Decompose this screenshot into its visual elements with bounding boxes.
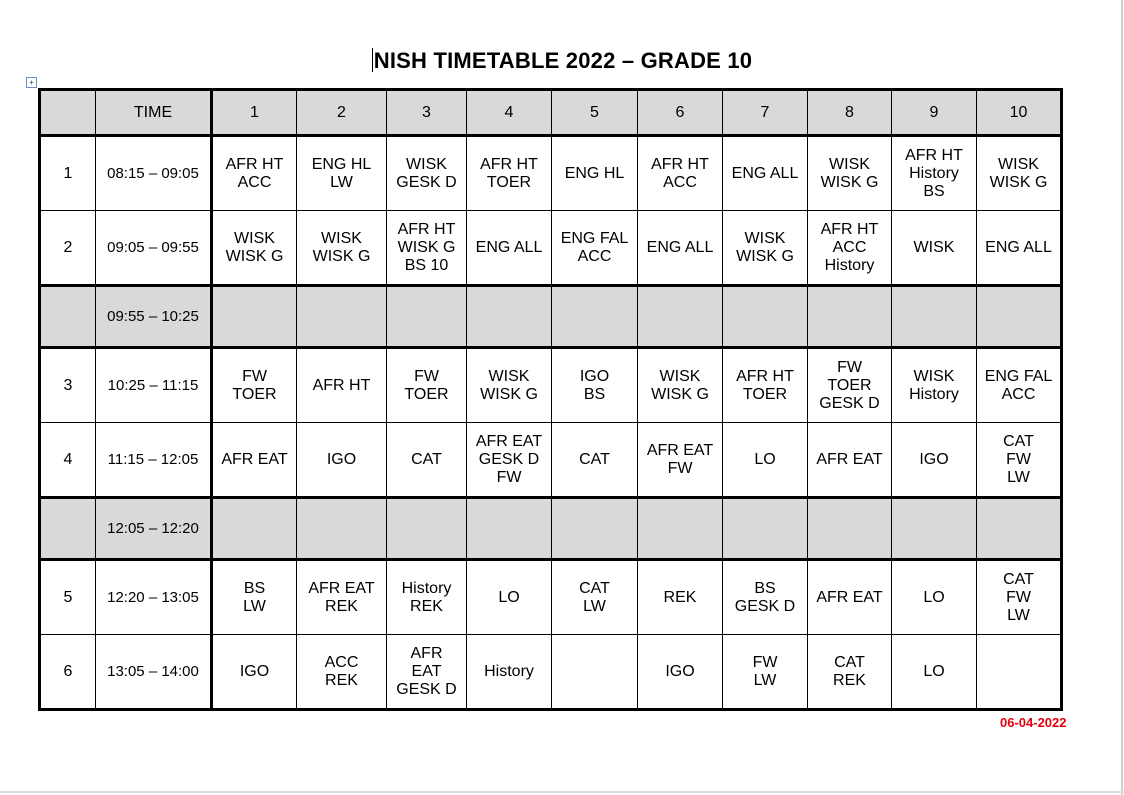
period-time: 12:20 – 13:05 [96, 560, 212, 635]
lesson-cell [212, 635, 297, 710]
header-day-3: 3 [387, 90, 467, 136]
subject-label: BS [754, 579, 776, 597]
break-cell [723, 286, 808, 348]
subject-label: WISK [321, 229, 362, 247]
lesson-cell [387, 560, 467, 635]
subject-label: AFR EAT [308, 579, 375, 597]
subject-label: BS 10 [404, 256, 449, 274]
period-row [40, 560, 1062, 635]
subject-label: History [484, 662, 534, 680]
subject-label: FW [1006, 588, 1031, 606]
document-date: 06-04-2022 [1000, 715, 1067, 730]
subject-label: LO [754, 450, 776, 468]
subject-label: WISK G [225, 247, 284, 265]
period-row [40, 136, 1062, 211]
subject-label: WISK [406, 155, 447, 173]
break-cell [977, 286, 1062, 348]
subject-label: LW [1007, 606, 1030, 624]
lesson-cell [467, 348, 552, 423]
subject-label: ACC [324, 653, 359, 671]
subject-label: GESK D [396, 680, 457, 698]
timetable [38, 88, 1063, 711]
lesson-cell [892, 560, 977, 635]
subject-label: WISK G [312, 247, 371, 265]
subject-label: TOER [742, 385, 788, 403]
page-right-edge [1121, 0, 1123, 795]
subject-label: AFR EAT [816, 588, 883, 606]
subject-label: WISK G [820, 173, 879, 191]
subject-label: IGO [239, 662, 270, 680]
lesson-cell [297, 348, 387, 423]
lesson-cell [552, 635, 638, 710]
subject-label: TOER [404, 385, 449, 403]
subject-label: REK [325, 671, 358, 689]
lesson-cell [892, 635, 977, 710]
period-number [40, 286, 96, 348]
subject-label: AFR HT [905, 146, 963, 164]
subject-label: WISK [234, 229, 275, 247]
subject-label: ACC [1001, 385, 1036, 403]
lesson-cell [723, 211, 808, 286]
subject-label: CAT [1003, 432, 1034, 450]
subject-label: WISK G [397, 238, 456, 256]
subject-label: IGO [326, 450, 357, 468]
subject-label: AFR EAT [475, 432, 543, 450]
period-time: 13:05 – 14:00 [96, 635, 212, 710]
period-number: 4 [40, 423, 96, 498]
period-row [40, 635, 1062, 710]
lesson-cell [297, 560, 387, 635]
subject-label: ACC [237, 173, 272, 191]
header-row [40, 90, 1062, 136]
header-day-4: 4 [467, 90, 552, 136]
subject-label: LO [923, 588, 945, 606]
subject-label: EAT [411, 662, 442, 680]
subject-label: CAT [579, 579, 610, 597]
subject-label: AFR EAT [816, 450, 883, 468]
subject-label: IGO [919, 450, 949, 468]
header-day-7: 7 [723, 90, 808, 136]
subject-label: LW [753, 671, 777, 689]
break-cell [467, 498, 552, 560]
subject-label: WISK [488, 367, 530, 385]
header-period-cell [40, 90, 96, 136]
subject-label: LW [1007, 468, 1030, 486]
period-row [40, 348, 1062, 423]
lesson-cell [212, 560, 297, 635]
page-bottom-edge [0, 791, 1124, 793]
break-cell [467, 286, 552, 348]
period-row [40, 423, 1062, 498]
subject-label: LW [583, 597, 606, 615]
break-cell [297, 498, 387, 560]
header-time: TIME [96, 90, 212, 136]
lesson-cell [212, 136, 297, 211]
period-number [40, 498, 96, 560]
lesson-cell [892, 211, 977, 286]
subject-label: FW [667, 459, 693, 477]
lesson-cell [977, 348, 1062, 423]
period-number: 5 [40, 560, 96, 635]
period-number: 3 [40, 348, 96, 423]
lesson-cell [977, 136, 1062, 211]
break-cell [808, 498, 892, 560]
header-day-8: 8 [808, 90, 892, 136]
header-day-9: 9 [892, 90, 977, 136]
period-time: 10:25 – 11:15 [96, 348, 212, 423]
break-cell [977, 498, 1062, 560]
subject-label: LO [923, 662, 945, 680]
subject-label: BS [243, 579, 266, 597]
subject-label: History [909, 385, 959, 403]
period-time: 09:55 – 10:25 [96, 286, 212, 348]
subject-label: WISK [998, 155, 1039, 173]
lesson-cell [387, 211, 467, 286]
lesson-cell [467, 560, 552, 635]
lesson-cell [977, 560, 1062, 635]
lesson-cell [723, 136, 808, 211]
subject-label: ACC [577, 247, 612, 265]
break-cell [892, 286, 977, 348]
subject-label: LW [330, 173, 353, 191]
subject-label: AFR HT [736, 367, 794, 385]
subject-label: AFR HT [480, 155, 538, 173]
subject-label: History [824, 256, 875, 274]
subject-label: REK [325, 597, 358, 615]
subject-label: TOER [232, 385, 277, 403]
lesson-cell [723, 560, 808, 635]
subject-label: FW [414, 367, 439, 385]
subject-label: AFR HT [225, 155, 284, 173]
lesson-cell [723, 635, 808, 710]
lesson-cell [808, 560, 892, 635]
lesson-cell [212, 211, 297, 286]
subject-label: ENG ALL [731, 164, 799, 182]
subject-label: BS [583, 385, 606, 403]
lesson-cell [552, 423, 638, 498]
break-cell [552, 498, 638, 560]
subject-label: FW [752, 653, 778, 671]
subject-label: AFR HT [312, 376, 371, 394]
lesson-cell [552, 211, 638, 286]
lesson-cell [552, 136, 638, 211]
subject-label: ENG ALL [475, 238, 543, 256]
header-day-5: 5 [552, 90, 638, 136]
lesson-cell [977, 211, 1062, 286]
subject-label: GESK D [734, 597, 796, 615]
subject-label: WISK [913, 238, 955, 256]
subject-label: GESK D [478, 450, 540, 468]
subject-label: LO [498, 588, 520, 606]
subject-label: ENG FAL [560, 229, 629, 247]
lesson-cell [467, 635, 552, 710]
break-cell [212, 286, 297, 348]
subject-label: ACC [832, 238, 867, 256]
lesson-cell [808, 635, 892, 710]
lesson-cell [387, 136, 467, 211]
subject-label: WISK G [480, 385, 538, 403]
period-time: 12:05 – 12:20 [96, 498, 212, 560]
lesson-cell [387, 423, 467, 498]
subject-label: History [909, 164, 959, 182]
subject-label: AFR HT [820, 220, 879, 238]
subject-label: AFR EAT [221, 450, 288, 468]
lesson-cell [297, 635, 387, 710]
subject-label: REK [410, 597, 443, 615]
break-row [40, 498, 1062, 560]
subject-label: CAT [579, 450, 610, 468]
lesson-cell [638, 211, 723, 286]
subject-label: ENG FAL [984, 367, 1053, 385]
lesson-cell [638, 136, 723, 211]
subject-label: CAT [1003, 570, 1034, 588]
break-row [40, 286, 1062, 348]
subject-label: GESK D [396, 173, 457, 191]
lesson-cell [297, 211, 387, 286]
lesson-cell [297, 136, 387, 211]
subject-label: IGO [665, 662, 695, 680]
lesson-cell [808, 348, 892, 423]
break-cell [638, 498, 723, 560]
lesson-cell [892, 423, 977, 498]
lesson-cell [977, 635, 1062, 710]
subject-label: FW [1006, 450, 1031, 468]
subject-label: WISK [829, 155, 870, 173]
lesson-cell [892, 348, 977, 423]
subject-label: REK [663, 588, 697, 606]
lesson-cell [723, 423, 808, 498]
lesson-cell [638, 560, 723, 635]
lesson-cell [552, 560, 638, 635]
subject-label: History [401, 579, 452, 597]
break-cell [387, 286, 467, 348]
lesson-cell [638, 348, 723, 423]
lesson-cell [387, 635, 467, 710]
break-cell [212, 498, 297, 560]
lesson-cell [467, 211, 552, 286]
subject-label: AFR HT [397, 220, 456, 238]
table-move-handle-icon[interactable]: + [26, 77, 37, 88]
subject-label: AFR EAT [646, 441, 714, 459]
header-day-6: 6 [638, 90, 723, 136]
lesson-cell [808, 136, 892, 211]
lesson-cell [212, 348, 297, 423]
subject-label: ENG ALL [646, 238, 714, 256]
break-cell [297, 286, 387, 348]
header-day-10: 10 [977, 90, 1062, 136]
period-number: 2 [40, 211, 96, 286]
break-cell [638, 286, 723, 348]
subject-label: ACC [663, 173, 697, 191]
subject-label: IGO [579, 367, 610, 385]
header-day-2: 2 [297, 90, 387, 136]
lesson-cell [467, 423, 552, 498]
text-cursor [372, 48, 373, 72]
lesson-cell [892, 136, 977, 211]
break-cell [808, 286, 892, 348]
subject-label: CAT [834, 653, 865, 671]
lesson-cell [723, 348, 808, 423]
period-number: 6 [40, 635, 96, 710]
subject-label: AFR HT [651, 155, 709, 173]
lesson-cell [808, 423, 892, 498]
subject-label: ENG ALL [985, 238, 1052, 256]
subject-label: TOER [486, 173, 532, 191]
subject-label: TOER [827, 376, 872, 394]
lesson-cell [552, 348, 638, 423]
header-day-1: 1 [212, 90, 297, 136]
subject-label: WISK [913, 367, 955, 385]
break-cell [552, 286, 638, 348]
subject-label: REK [833, 671, 866, 689]
lesson-cell [808, 211, 892, 286]
subject-label: WISK [659, 367, 701, 385]
lesson-cell [638, 423, 723, 498]
subject-label: ENG HL [564, 164, 625, 182]
lesson-cell [212, 423, 297, 498]
lesson-cell [387, 348, 467, 423]
subject-label: FW [837, 358, 862, 376]
lesson-cell [977, 423, 1062, 498]
subject-label: GESK D [819, 394, 880, 412]
subject-label: AFR [410, 644, 443, 662]
lesson-cell [467, 136, 552, 211]
lesson-cell [297, 423, 387, 498]
document-title-text: NISH TIMETABLE 2022 – GRADE 10 [373, 48, 753, 73]
lesson-cell [638, 635, 723, 710]
subject-label: BS [923, 182, 945, 200]
period-number: 1 [40, 136, 96, 211]
subject-label: LW [243, 597, 266, 615]
break-cell [892, 498, 977, 560]
subject-label: WISK G [736, 247, 794, 265]
break-cell [723, 498, 808, 560]
document-title [0, 48, 1124, 74]
subject-label: FW [242, 367, 267, 385]
period-time: 09:05 – 09:55 [96, 211, 212, 286]
subject-label: FW [496, 468, 522, 486]
period-time: 11:15 – 12:05 [96, 423, 212, 498]
subject-label: WISK [744, 229, 786, 247]
subject-label: WISK G [989, 173, 1048, 191]
period-time: 08:15 – 09:05 [96, 136, 212, 211]
subject-label: ENG HL [311, 155, 372, 173]
subject-label: WISK G [651, 385, 709, 403]
subject-label: CAT [411, 450, 442, 468]
period-row [40, 211, 1062, 286]
break-cell [387, 498, 467, 560]
